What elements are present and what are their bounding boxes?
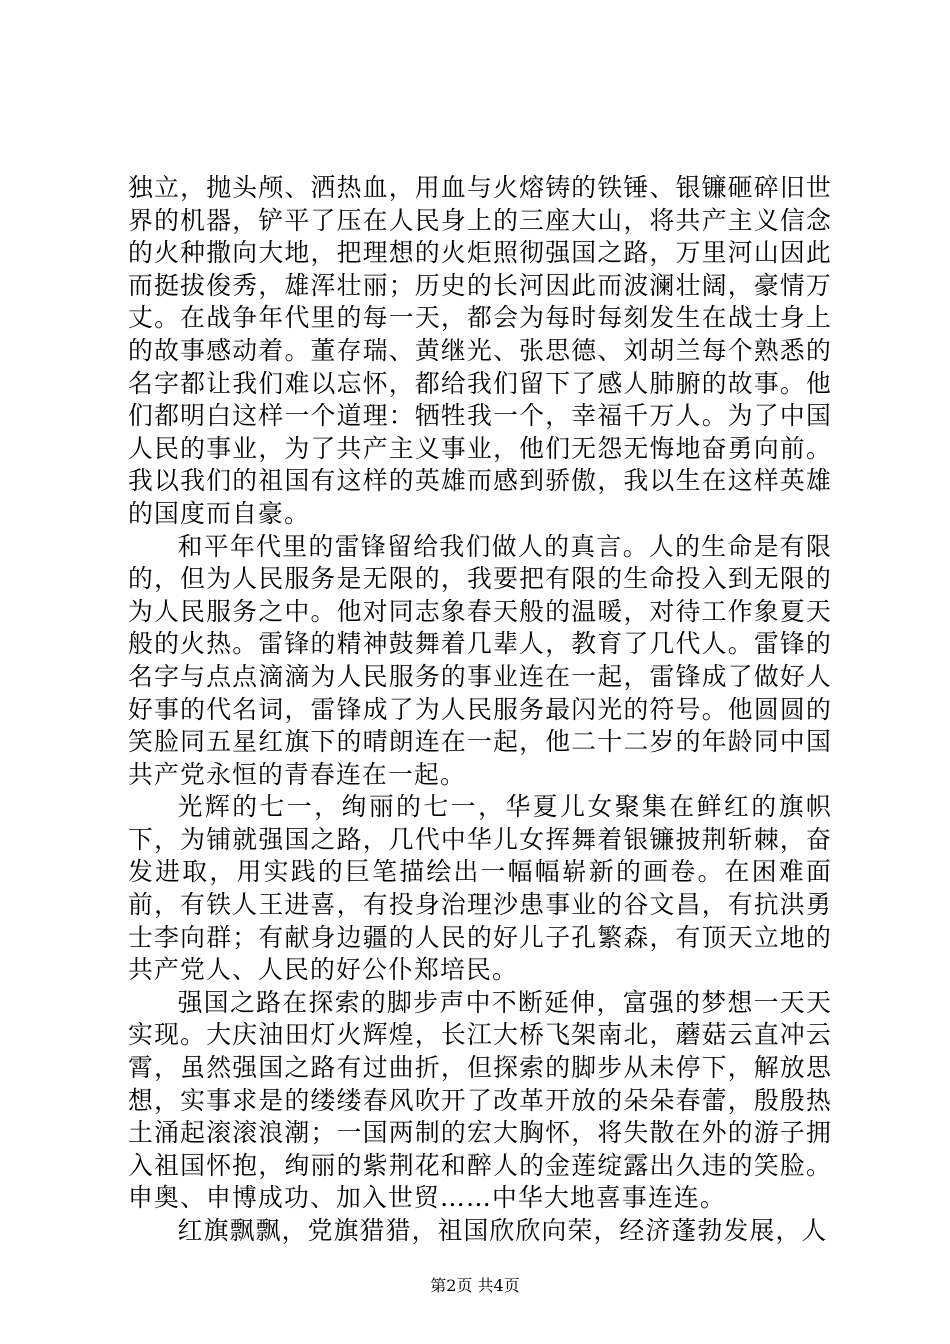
paragraph-3: 光辉的七一，绚丽的七一，华夏儿女聚集在鲜红的旗帜下，为铺就强国之路，几代中华儿女挥舞着银镰披荆斩棘，奋发进取，用实践的巨笔描绘出一幅幅崭新的画卷。在困难面前，有铁人王进喜，有投身治理沙患事业的谷文昌，有抗洪勇士李向群；有献身边疆的人民的好儿子孔繁森，有顶天立地的共产党人、人民的好公仆郑培民。	[128, 792, 832, 985]
paragraph-5: 红旗飘飘，党旗猎猎，祖国欣欣向荣，经济蓬勃发展，人	[177, 1216, 828, 1245]
paragraph-4: 强国之路在探索的脚步声中不断延伸，富强的梦想一天天实现。大庆油田灯火辉煌，长江大桥飞架南北，蘑菇云直冲云霄，虽然强国之路有过曲折，但探索的脚步从未停下，解放思想，实事求是的缕缕春风吹开了改革开放的朵朵春蕾，殷殷热土涌起滚滚浪潮；一国两制的宏大胸怀，将失散在外的游子拥入祖国怀抱，绚丽的紫荆花和醉人的金莲绽露出久违的笑脸。申奥、申博成功、加入世贸……中华大地喜事连连。	[128, 987, 832, 1213]
paragraph-2: 和平年代里的雷锋留给我们做人的真言。人的生命是有限的，但为人民服务是无限的，我要把有限的生命投入到无限的为人民服务之中。他对同志象春天般的温暖，对待工作象夏天般的火热。雷锋的精神鼓舞着几辈人，教育了几代人。雷锋的名字与点点滴滴为人民服务的事业连在一起，雷锋成了做好人好事的代名词，雷锋成了为人民服务最闪光的符号。他圆圆的笑脸同五星红旗下的晴朗连在一起，他二十二岁的年龄同中国共产党永恒的青春连在一起。	[128, 531, 832, 789]
body-text	[128, 172, 832, 1248]
paragraph-1: 独立，抛头颅、洒热血，用血与火熔铸的铁锤、银镰砸碎旧世界的机器，铲平了压在人民身上的三座大山，将共产主义信念的火种撒向大地，把理想的火炬照彻强国之路，万里河山因此而挺拔俊秀，雄浑壮丽；历史的长河因此而波澜壮阔，豪情万丈。在战争年代里的每一天，都会为每时每刻发生在战士身上的故事感动着。董存瑞、黄继光、张思德、刘胡兰每个熟悉的名字都让我们难以忘怀，都给我们留下了感人肺腑的故事。他们都明白这样一个道理：牺牲我一个，幸福千万人。为了中国人民的事业，为了共产主义事业，他们无怨无悔地奋勇向前。我以我们的祖国有这样的英雄而感到骄傲，我以生在这样英雄的国度而自豪。	[128, 173, 832, 528]
page-footer: 第2页 共4页	[430, 1276, 520, 1295]
